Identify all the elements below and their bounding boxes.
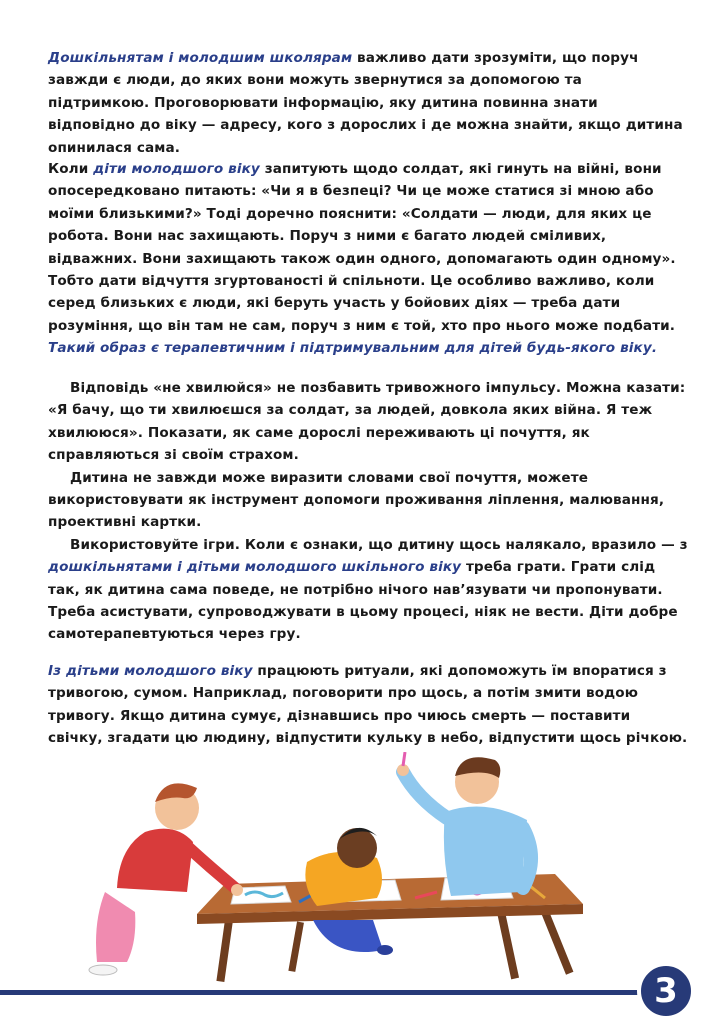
page-number-badge: 3 <box>637 962 695 1020</box>
emphasis-younger-children: діти молодшого віку <box>93 161 260 177</box>
paragraph-2 <box>48 158 688 360</box>
table-leg-back <box>288 921 304 971</box>
emphasis-therapeutic-image: Такий образ є терапевтичним і підтримувальним для дітей будь-якого віку. <box>48 340 658 357</box>
paragraph-3-part-3-post: треба грати. Грати слід так, як дитина сама поведе, не потрібно нічого нав’язувати чи пропонувати. Треба асистувати, супроводжувати в цьому процесі, ніяк не вести. Діти добре самотерапевтуються через гру. <box>48 559 678 643</box>
paragraph-2-text: запитують щодо солдат, які гинуть на війні, вони опосередковано питають: «Чи я в безпеці? Чи це може статися зі мною або моїми близькими?» Тоді доречно пояснити: «Солдати — люди, для яких це робота. Вони нас захищають. Поруч з ними є багато людей сміливих, відважних. Вони захищають також один одного, допомагають один одному». Тобто дати відчуття згуртованості й спільноти. Це особливо важливо, коли серед близьких є люди, які беруть участь у бойових діях — треба дати розуміння, що він там не сам, поруч з ним є той, хто про нього може подбати. <box>48 161 676 334</box>
paragraph-3-part-2: Дитина не завжди може виразити словами свої почуття, можете використовувати як інструмент допомоги проживання ліплення, малювання, проективні картки. <box>48 469 665 531</box>
boy-left-hand <box>231 884 243 896</box>
table-leg-left <box>216 919 233 982</box>
kid-middle-shoe <box>377 945 393 955</box>
emphasis-preschoolers: Дошкільнятам і молодшим школярам <box>48 50 353 66</box>
boy-right-pencil <box>403 752 405 766</box>
boy-left-arm <box>189 848 235 888</box>
paragraph-4 <box>48 660 688 750</box>
boy-left-shoe <box>89 965 117 975</box>
paragraph-1 <box>48 47 688 159</box>
table-leg-far-right <box>541 911 573 975</box>
paragraph-3 <box>48 377 688 646</box>
table-leg-right <box>497 911 519 979</box>
boy-right-shirt <box>444 807 527 896</box>
children-drawing-illustration <box>85 752 605 992</box>
paragraph-4-text: працюють ритуали, які допоможуть їм впоратися з тривогою, сумом. Наприклад, поговорити про щось, а потім змити водою тривогу. Якщо дитина сумує, дізнавшись про чиюсь смерть — поставити свічку, згадати цю людину, відпустити кульку в небо, відпустити щось річкою. <box>48 663 688 747</box>
paragraph-3-part-3-pre: Використовуйте ігри. Коли є ознаки, що дитину щось налякало, вразило — з <box>70 536 688 553</box>
boy-left-shirt <box>117 829 193 892</box>
paragraph-2-pre: Коли <box>48 161 94 177</box>
paragraph-1-text: важливо дати зрозуміти, що поруч завжди є люди, до яких вони можуть звернутися за допомогою та підтримкою. Проговорювати інформацію, яку дитина повинна знати відповідно до віку — адресу, кого з дорослих і де можна знайти, якщо дитина опинилася сама. <box>48 50 683 156</box>
paragraph-3-part-1: Відповідь «не хвилюйся» не позбавить тривожного імпульсу. Можна казати: «Я бачу, що ти хвилюєшся за солдат, за людей, довкола яких війна. Я теж хвилююся». Показати, як саме дорослі переживають ці почуття, як справляються зі своїм страхом. <box>48 380 686 464</box>
boy-right-raised-arm <box>403 772 447 818</box>
kid-middle-pants <box>313 920 383 952</box>
emphasis-preschool-and-younger: дошкільнятами і дітьми молодшого шкільного віку <box>48 559 462 576</box>
emphasis-younger-age: Із дітьми молодшого віку <box>48 663 253 679</box>
paragraph-3-part-3 <box>48 534 688 646</box>
kid-middle-head <box>337 828 377 868</box>
boy-left-pants <box>96 892 135 962</box>
boy-right-arm <box>523 828 531 888</box>
footer-line <box>0 990 650 995</box>
